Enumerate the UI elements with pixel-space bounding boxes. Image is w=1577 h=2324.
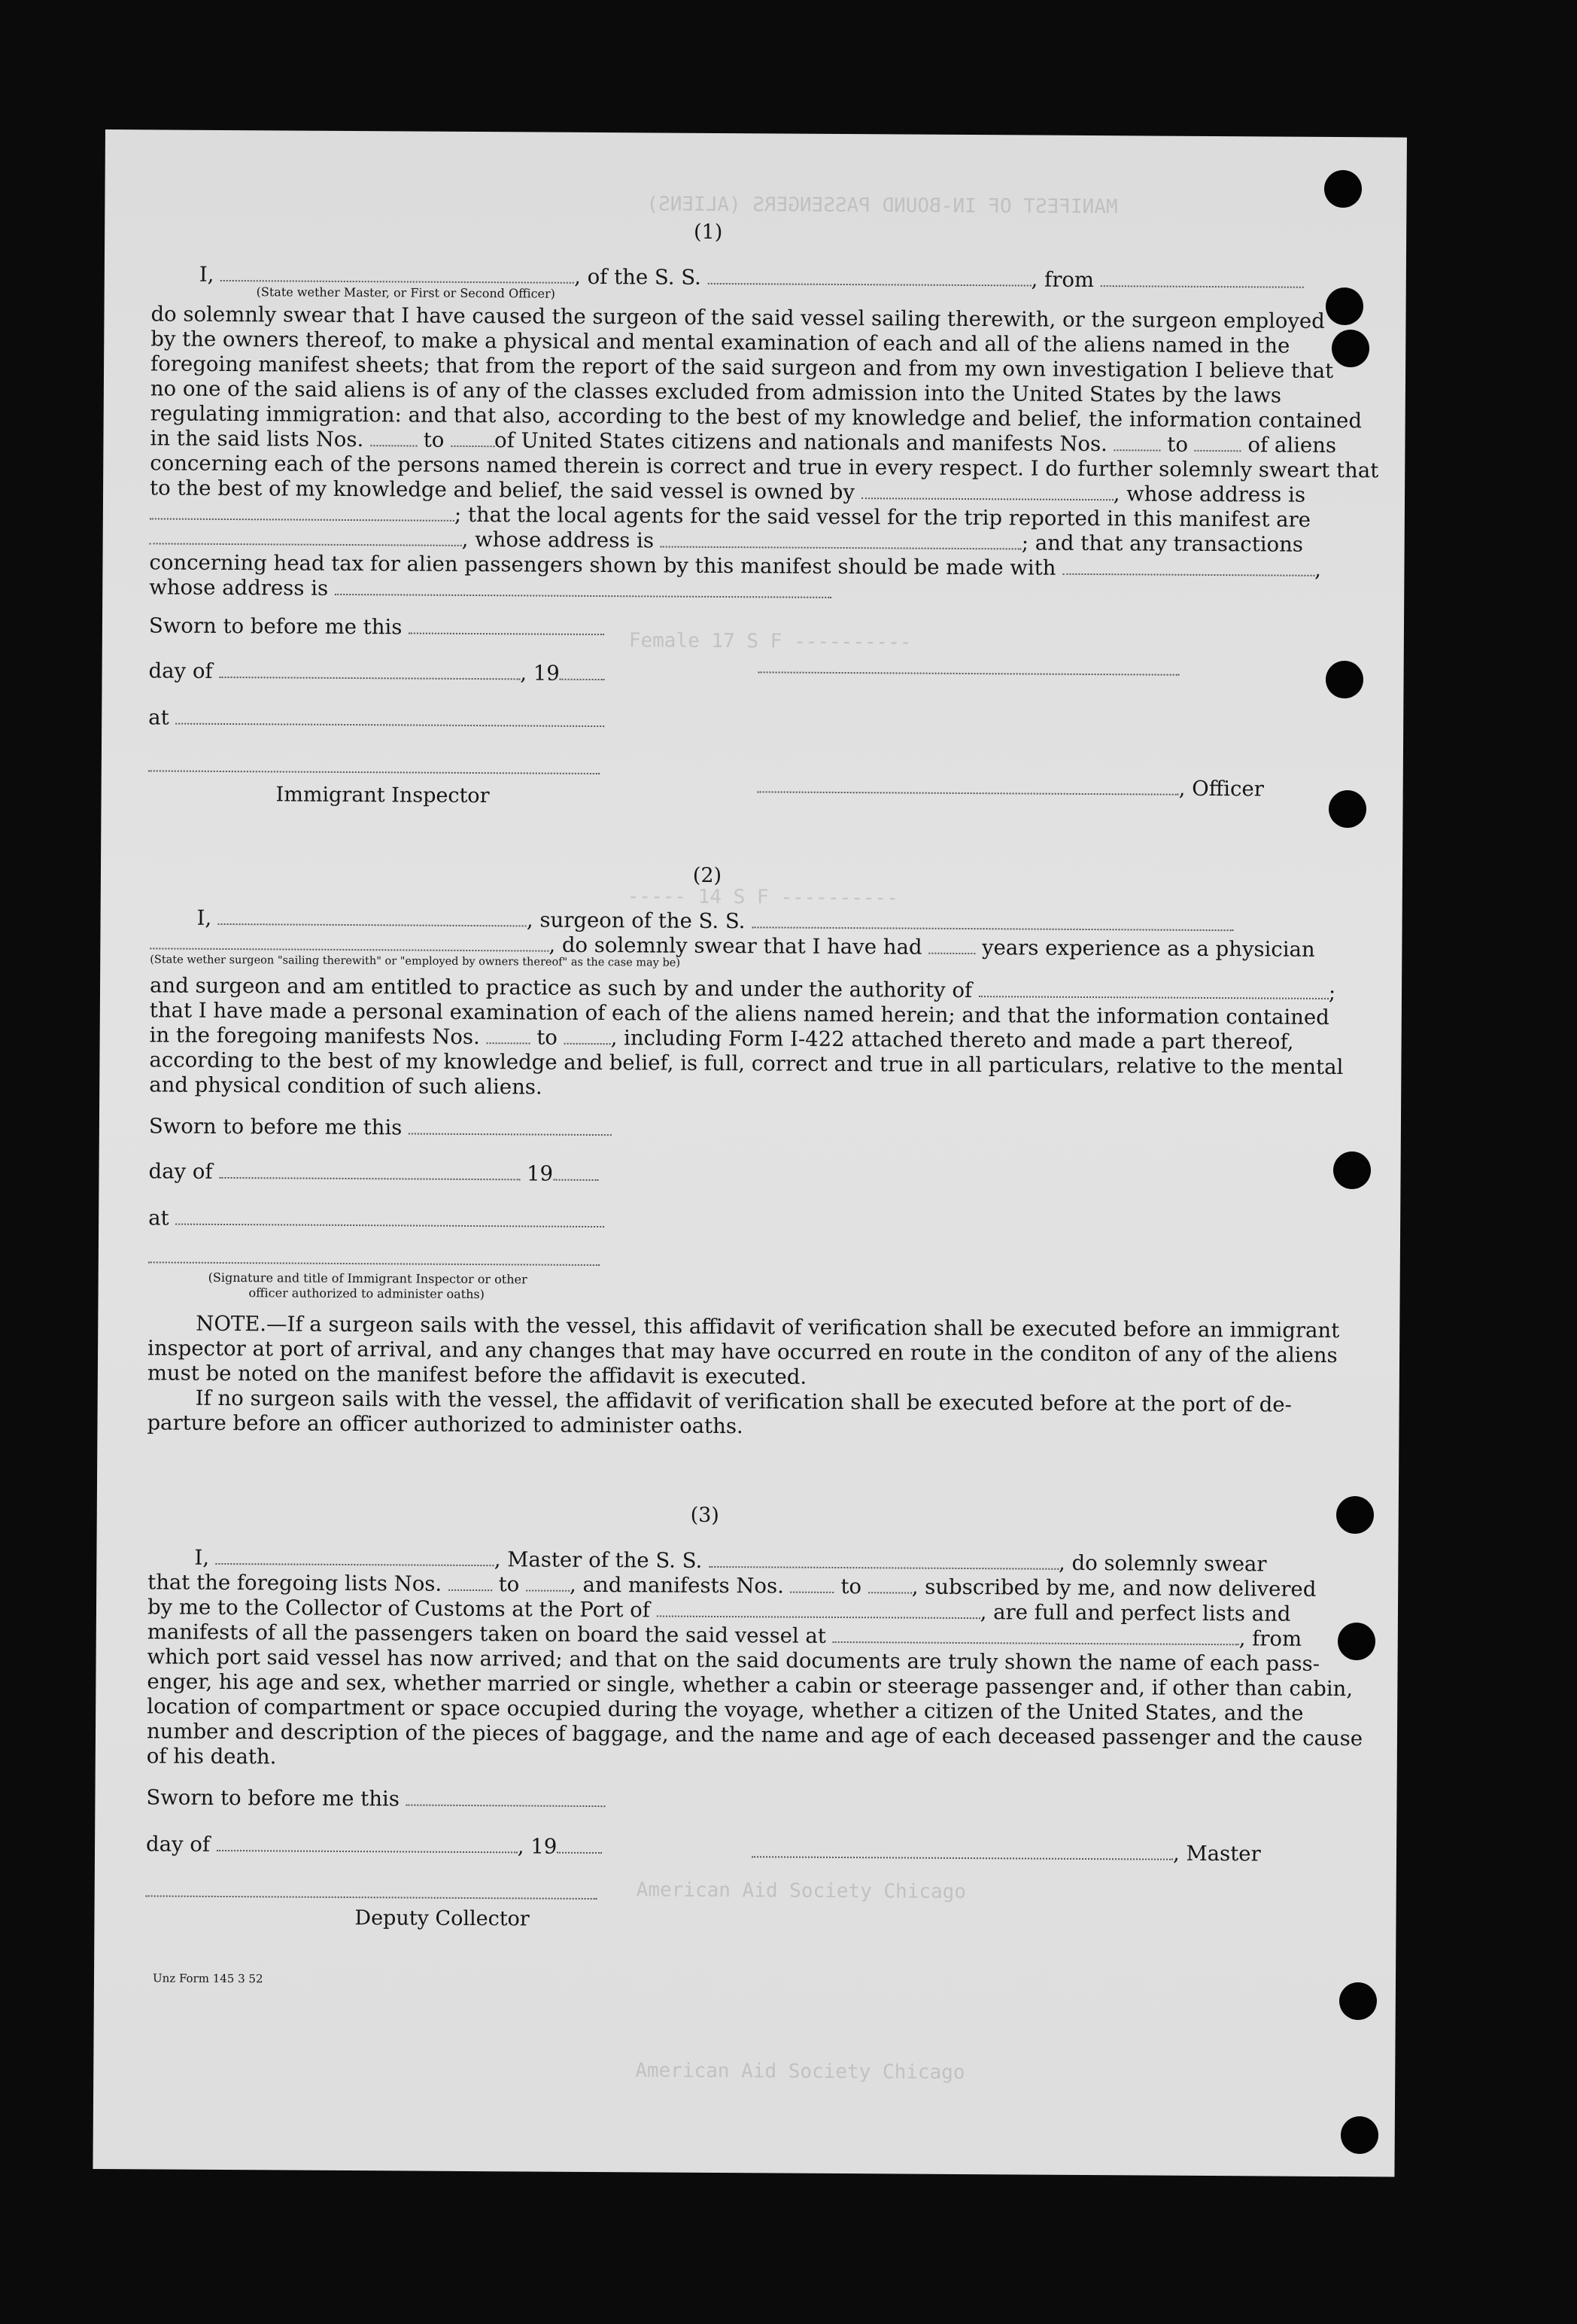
note-line: If no surgeon sails with the vessel, the affidavit of verification shall be executed before at the port of de- xyxy=(195,1386,1292,1417)
show-through-text: MANIFEST OF IN-BOUND PASSENGERS (ALIENS) xyxy=(646,193,1118,219)
paragraph-line: by the owners thereof, to make a physical and mental examination of each and all of the aliens named in the xyxy=(150,327,1290,358)
surgeon-capacity-field[interactable] xyxy=(150,941,548,951)
text: day of xyxy=(145,1832,211,1857)
text: , from xyxy=(1031,267,1095,293)
text: , are full and perfect lists and xyxy=(980,1600,1291,1626)
text: , of the S. S. xyxy=(574,264,701,290)
text: ; that the local agents for the said vessel for the trip reported in this manifest are xyxy=(454,502,1311,532)
punch-hole xyxy=(1329,790,1366,828)
show-through-text: American Aid Society Chicago xyxy=(636,1878,967,1904)
text: manifests of all the passengers taken on board the said vessel at xyxy=(147,1620,827,1648)
manifest-to-field[interactable] xyxy=(1195,444,1241,452)
text: , from xyxy=(1238,1626,1302,1651)
signature-block xyxy=(147,613,1263,816)
text: to xyxy=(1167,432,1189,457)
list-from-field[interactable] xyxy=(448,1583,492,1591)
text: in the foregoing manifests Nos. xyxy=(149,1023,480,1050)
text: Sworn to before me this xyxy=(148,1114,403,1140)
form-number: Unz Form 145 3 52 xyxy=(152,1971,263,1986)
text: whose address is xyxy=(149,575,329,601)
officer-title-line[interactable] xyxy=(758,671,1180,675)
signature-note: (Signature and title of Immigrant Inspector or other xyxy=(208,1270,527,1287)
text: I, xyxy=(194,1545,210,1570)
punch-hole xyxy=(1324,170,1362,208)
paragraph-line: of his death. xyxy=(146,1744,277,1769)
punch-hole xyxy=(1338,1623,1375,1660)
text: to xyxy=(423,427,445,452)
punch-hole xyxy=(1326,287,1363,325)
ship-name-field[interactable] xyxy=(708,277,1032,287)
sworn-date-field[interactable] xyxy=(406,1798,606,1807)
contact-address-field[interactable] xyxy=(335,588,831,598)
text: to xyxy=(498,1572,520,1597)
text: Sworn to before me this xyxy=(146,1785,400,1811)
paragraph-line: and physical condition of such aliens. xyxy=(149,1072,542,1100)
text: , whose address is xyxy=(1113,482,1306,507)
text: Sworn to before me this xyxy=(148,613,403,640)
note-line: NOTE.—If a surgeon sails with the vessel, this affidavit of verification shall be executed before an immigrant xyxy=(196,1311,1340,1343)
text: by me to the Collector of Customs at the Port of xyxy=(147,1595,651,1623)
text: ; xyxy=(1328,980,1336,1005)
section-number: (1) xyxy=(693,220,723,245)
authority-field[interactable] xyxy=(979,990,1329,999)
text: and surgeon and am entitled to practice as such by and under the authority of xyxy=(149,973,973,1003)
text: at xyxy=(148,705,169,730)
show-through-text: ----- 14 S F ---------- xyxy=(627,885,898,910)
text: , and manifests Nos. xyxy=(569,1572,784,1599)
document-page xyxy=(93,129,1407,2177)
officer-signature-line[interactable] xyxy=(148,1261,600,1266)
signature-block xyxy=(145,1785,1259,1942)
port-field[interactable] xyxy=(657,1610,980,1620)
section-number: (2) xyxy=(692,863,722,888)
text: , subscribed by me, and now delivered xyxy=(911,1574,1317,1602)
text: , 19 xyxy=(520,661,560,686)
surgeon-name-field[interactable] xyxy=(218,917,527,927)
paragraph-line: do solemnly swear that I have caused the surgeon of the said vessel sailing therewith, or the surgeon employed xyxy=(150,302,1325,333)
field-note: (State wether Master, or First or Second Officer) xyxy=(256,284,556,301)
note-line: parture before an officer authorized to administer oaths. xyxy=(147,1410,743,1439)
paragraph-line: no one of the said aliens is of any of the classes excluded from admission into the United States by the laws xyxy=(150,376,1282,408)
owner-address-field[interactable] xyxy=(150,512,454,521)
paragraph-line: concerning each of the persons named therein is correct and true in every respect. I do further solemnly sweart that xyxy=(150,451,1379,483)
paragraph-line: number and description of the pieces of baggage, and the name and age of each deceased passenger and the cause xyxy=(146,1719,1363,1751)
text: , 19 xyxy=(517,1834,558,1859)
list-from-field[interactable] xyxy=(370,439,417,446)
manifest-from-field[interactable] xyxy=(791,1586,834,1593)
text: concerning head tax for alien passengers shown by this manifest should be made with xyxy=(149,550,1056,580)
agent-field[interactable] xyxy=(150,537,462,546)
text: , surgeon of the S. S. xyxy=(526,908,746,934)
master-name-field[interactable] xyxy=(216,1557,494,1566)
paragraph-line: enger, his age and sex, whether married or single, whether a cabin or steerage passenger and, if other than cabin, xyxy=(147,1669,1354,1702)
officer-name-field[interactable] xyxy=(220,274,574,284)
oath-line xyxy=(151,262,1265,301)
text: , xyxy=(1314,557,1322,582)
paragraph-line: according to the best of my knowledge and belief, is full, correct and true in all particulars, relative to the mental xyxy=(149,1048,1344,1080)
day-of-field[interactable] xyxy=(217,1844,518,1853)
text: that the foregoing lists Nos. xyxy=(147,1570,442,1596)
paragraph-line: which port said vessel has now arrived; and that on the said documents are truly shown the name of each pass- xyxy=(147,1644,1320,1676)
note-line: inspector at port of arrival, and any changes that may have occurred en route in the conditon of any of the aliens xyxy=(147,1336,1338,1368)
show-through-text: American Aid Society Chicago xyxy=(635,2059,965,2085)
text: 19 xyxy=(526,1161,554,1186)
text: of United States citizens and nationals and manifests Nos. xyxy=(494,428,1108,457)
text: , Master of the S. S. xyxy=(494,1547,703,1573)
text: of aliens xyxy=(1247,433,1337,458)
signature-note: officer authorized to administer oaths) xyxy=(248,1285,485,1302)
manifest-to-field[interactable] xyxy=(868,1586,912,1593)
affidavit-section-3 xyxy=(145,1499,1363,1942)
note-line: must be noted on the manifest before the affidavit is executed. xyxy=(147,1361,807,1389)
ship-name-field[interactable] xyxy=(709,1560,1059,1570)
master-signature-field[interactable] xyxy=(752,1850,1173,1860)
punch-hole xyxy=(1333,1151,1371,1189)
day-of-field[interactable] xyxy=(219,1171,520,1180)
manifest-to-field[interactable] xyxy=(564,1037,611,1045)
text: to xyxy=(840,1574,862,1599)
from-port-field[interactable] xyxy=(1101,279,1304,288)
field-note: (State wether surgeon "sailing therewith" or "employed by owners thereof" as the case may be) xyxy=(150,954,681,969)
text: to the best of my knowledge and belief, the said vessel is owned by xyxy=(149,476,855,505)
owner-field[interactable] xyxy=(861,491,1114,500)
text: ; and that any transactions xyxy=(1021,531,1304,557)
embarkation-port-field[interactable] xyxy=(833,1635,1239,1645)
text: at xyxy=(148,1206,169,1230)
collector-signature-line[interactable] xyxy=(146,1895,597,1900)
collector-label: Deputy Collector xyxy=(354,1906,530,1931)
year-field[interactable] xyxy=(557,1846,602,1854)
paragraph-line: foregoing manifest sheets; that from the report of the said surgeon and from my own investigation I believe that xyxy=(150,351,1334,383)
text: day of xyxy=(148,659,213,683)
paragraph-line: regulating immigration: and that also, according to the best of my knowledge and belief, the information contained xyxy=(150,401,1363,433)
paragraph-line: location of compartment or space occupied during the voyage, whether a citizen of the United States, and the xyxy=(147,1694,1304,1726)
text: to xyxy=(536,1025,558,1050)
years-experience-field[interactable] xyxy=(928,947,975,954)
text: years experience as a physician xyxy=(981,935,1315,962)
affidavit-section-1 xyxy=(147,216,1379,816)
location-field[interactable] xyxy=(175,717,604,727)
inspector-signature-line[interactable] xyxy=(148,770,600,774)
sworn-date-field[interactable] xyxy=(409,1127,612,1136)
manifest-from-field[interactable] xyxy=(486,1036,530,1044)
section-number: (3) xyxy=(690,1503,719,1528)
text: , do solemnly swear xyxy=(1058,1550,1267,1577)
agent-address-field[interactable] xyxy=(661,540,1022,550)
list-to-field[interactable] xyxy=(451,440,494,447)
text: I, xyxy=(199,262,214,287)
day-of-field[interactable] xyxy=(219,671,520,680)
text: day of xyxy=(148,1159,213,1184)
manifest-from-field[interactable] xyxy=(1114,443,1161,451)
location-field[interactable] xyxy=(175,1218,604,1227)
punch-hole xyxy=(1326,661,1363,698)
ship-name-field[interactable] xyxy=(752,920,1233,931)
affidavit-section-2 xyxy=(147,859,1344,1442)
list-to-field[interactable] xyxy=(526,1583,570,1591)
master-label: , Master xyxy=(1172,1841,1261,1866)
punch-hole xyxy=(1336,1496,1374,1534)
text: , including Form I-422 attached thereto and made a part thereof, xyxy=(610,1026,1294,1054)
paragraph-line: that I have made a personal examination of each of the aliens named herein; and that the information contained xyxy=(149,998,1329,1030)
text: , do solemnly swear that I have had xyxy=(548,932,922,960)
year-field[interactable] xyxy=(560,673,605,680)
text: in the said lists Nos. xyxy=(150,426,364,452)
punch-hole xyxy=(1341,2116,1378,2154)
year-field[interactable] xyxy=(553,1173,598,1181)
signature-block xyxy=(147,1114,1263,1318)
text: I, xyxy=(196,905,212,930)
sworn-date-field[interactable] xyxy=(409,626,604,635)
officer-label: , Officer xyxy=(1178,776,1264,802)
head-tax-contact-field[interactable] xyxy=(1062,567,1314,576)
inspector-label: Immigrant Inspector xyxy=(275,783,490,808)
punch-hole xyxy=(1332,330,1369,367)
text: , whose address is xyxy=(461,527,655,553)
show-through-text: Female 17 S F ---------- xyxy=(628,629,912,654)
punch-hole xyxy=(1339,1982,1377,2020)
officer-signature-field[interactable] xyxy=(758,785,1179,795)
